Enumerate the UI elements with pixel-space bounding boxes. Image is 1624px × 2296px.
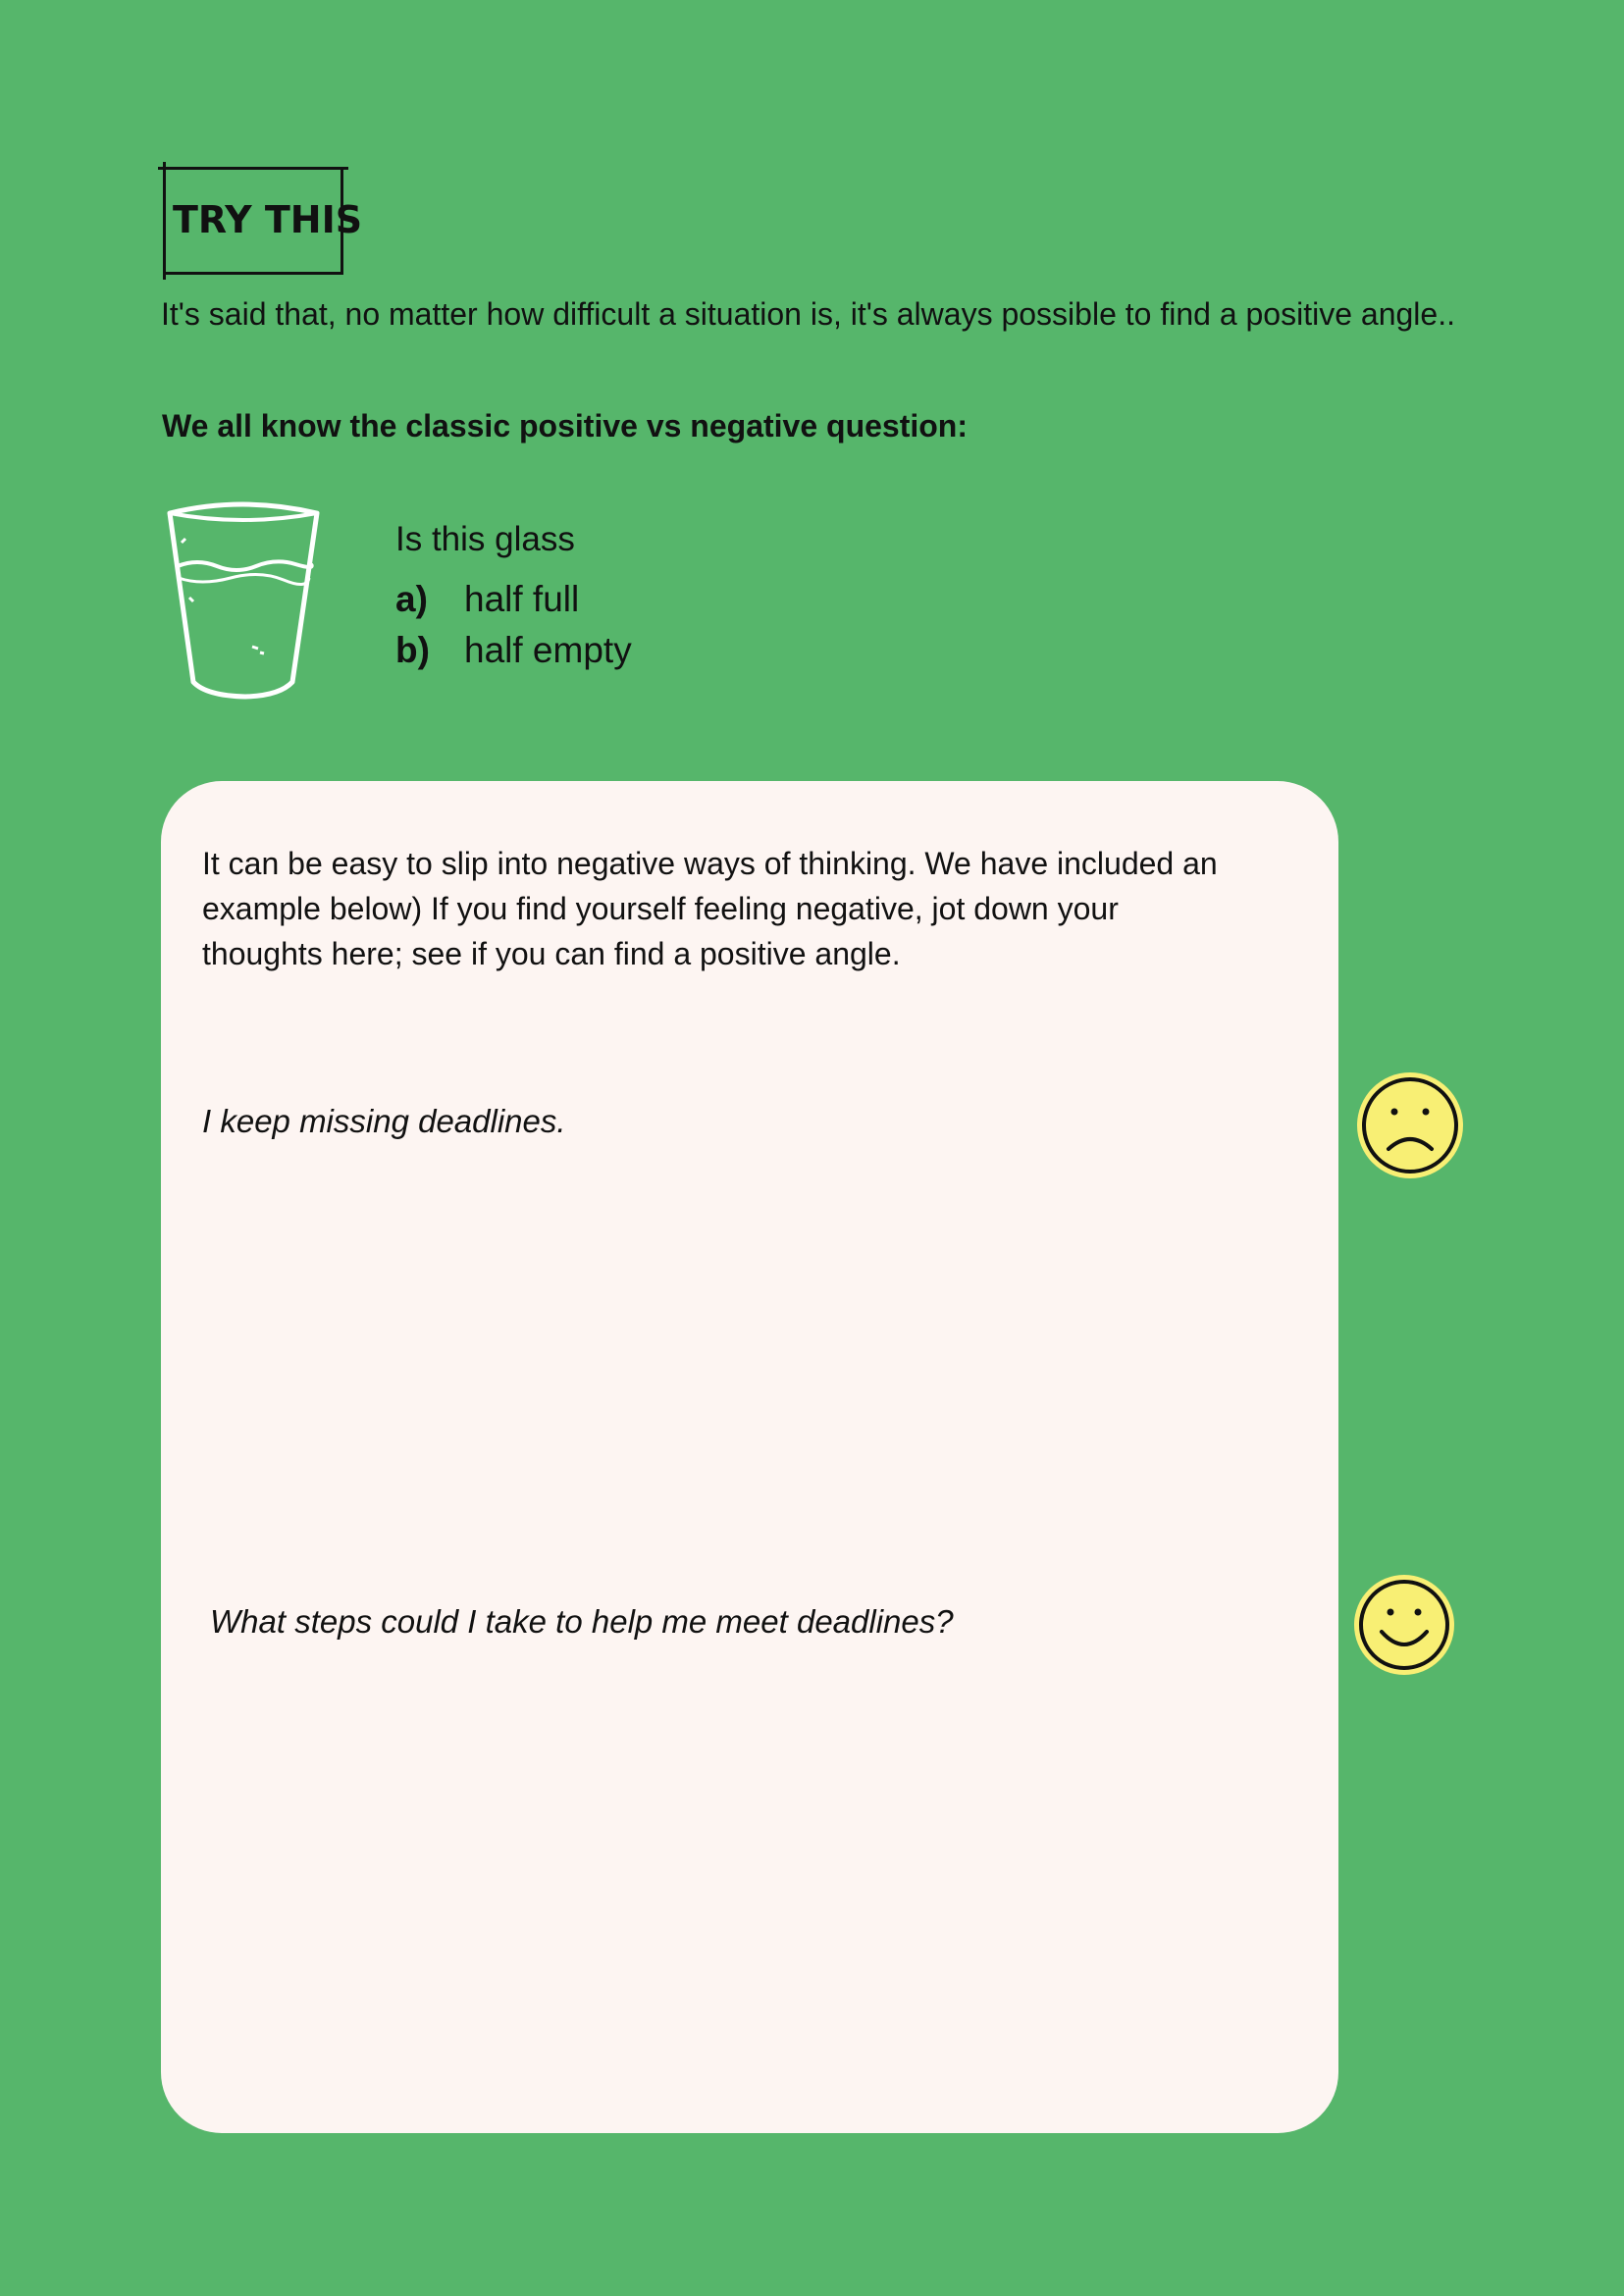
option-a-text: half full	[464, 579, 580, 619]
option-b	[395, 630, 632, 671]
intro-text: It's said that, no matter how difficult a situation is, it's always possible to find a positive angle..	[161, 296, 1455, 332]
positive-example: What steps could I take to help me meet deadlines?	[210, 1603, 954, 1640]
card-instructions: It can be easy to slip into negative ways of thinking. We have included an example below) If you find yourself feeling negative, jot down your thoughts here; see if you can find a positive angle.	[202, 846, 1218, 971]
happy-face-icon	[1352, 1573, 1456, 1677]
option-a-letter: a)	[395, 579, 428, 619]
sad-face-icon	[1355, 1070, 1465, 1180]
option-b-letter: b)	[395, 630, 430, 670]
option-a	[395, 579, 579, 620]
glass-prompt: Is this glass	[395, 520, 575, 558]
notes-card[interactable]	[161, 781, 1338, 2133]
try-this-heading: TRY THIS	[173, 198, 363, 241]
option-b-text: half empty	[464, 630, 632, 670]
negative-example: I keep missing deadlines.	[202, 1103, 566, 1139]
glass-icon	[162, 496, 324, 702]
question-heading: We all know the classic positive vs negative question:	[162, 408, 968, 444]
